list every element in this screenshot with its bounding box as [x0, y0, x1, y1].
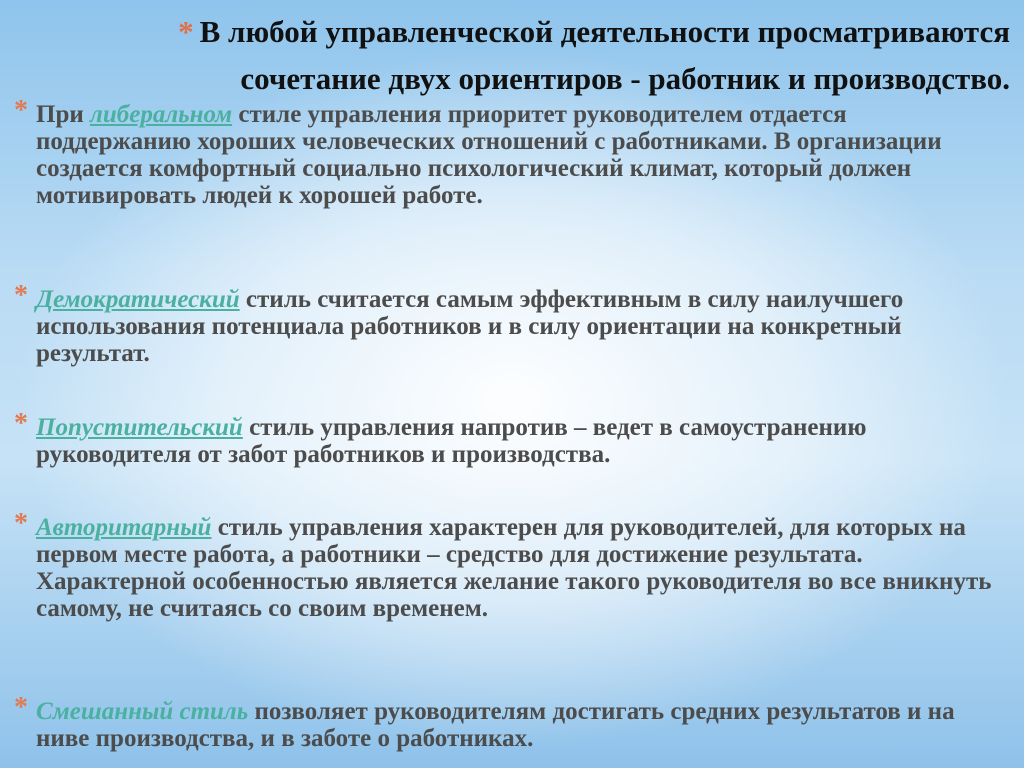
- bullet-icon: *: [14, 508, 28, 539]
- title-text: В любой управленческой деятельности просматриваются сочетание двух ориентиров - работник и производство.: [199, 14, 1010, 96]
- item-keyword: Попустительский: [36, 414, 243, 441]
- item-body: стиль управления характерен для руководителей, для которых на первом месте работа, а работники – средство для достижение результата. Характерной особенностью является желание такого руководителя во все вникнуть самому, не считаясь со своим временем.: [36, 514, 992, 622]
- item-keyword: Смешанный стиль: [36, 698, 249, 725]
- item-keyword: либеральном: [90, 101, 233, 128]
- list-item-authoritarian: [14, 508, 1004, 622]
- bullet-icon: *: [14, 280, 28, 311]
- title-bullet: *: [178, 14, 194, 49]
- item-body: стиль считается самым эффективным в силу наилучшего использования потенциала работников и в силу ориентации на конкретный результат.: [36, 286, 904, 367]
- item-body: стиль управления напротив – ведет в самоустранению руководителя от забот работников и производства.: [36, 414, 867, 468]
- item-body: позволяет руководителям достигать средних результатов и на ниве производства, и в заботе о работниках.: [36, 698, 955, 752]
- list-item-text: [14, 514, 1004, 622]
- bullet-icon: *: [14, 95, 28, 126]
- list-item-mixed: [14, 692, 1004, 752]
- item-keyword: Демократический: [36, 286, 240, 313]
- item-prefix: При: [36, 101, 91, 128]
- list-item-liberal: [14, 95, 1004, 209]
- list-item-text: [14, 698, 1004, 752]
- list-item-text: [14, 101, 1004, 209]
- list-item-democratic: [14, 280, 1004, 367]
- list-item-permissive: [14, 408, 1004, 468]
- list-item-text: [14, 414, 1004, 468]
- slide-title: [130, 8, 1010, 102]
- bullet-icon: *: [14, 408, 28, 439]
- item-body: стиле управления приоритет руководителем отдается поддержанию хороших человеческих отношений с работниками. В организации создается комфортный социально психологический климат, который должен мотивировать людей к хорошей работе.: [36, 101, 942, 209]
- list-item-text: [14, 286, 1004, 367]
- item-keyword: Авторитарный: [36, 514, 212, 541]
- bullet-icon: *: [14, 692, 28, 723]
